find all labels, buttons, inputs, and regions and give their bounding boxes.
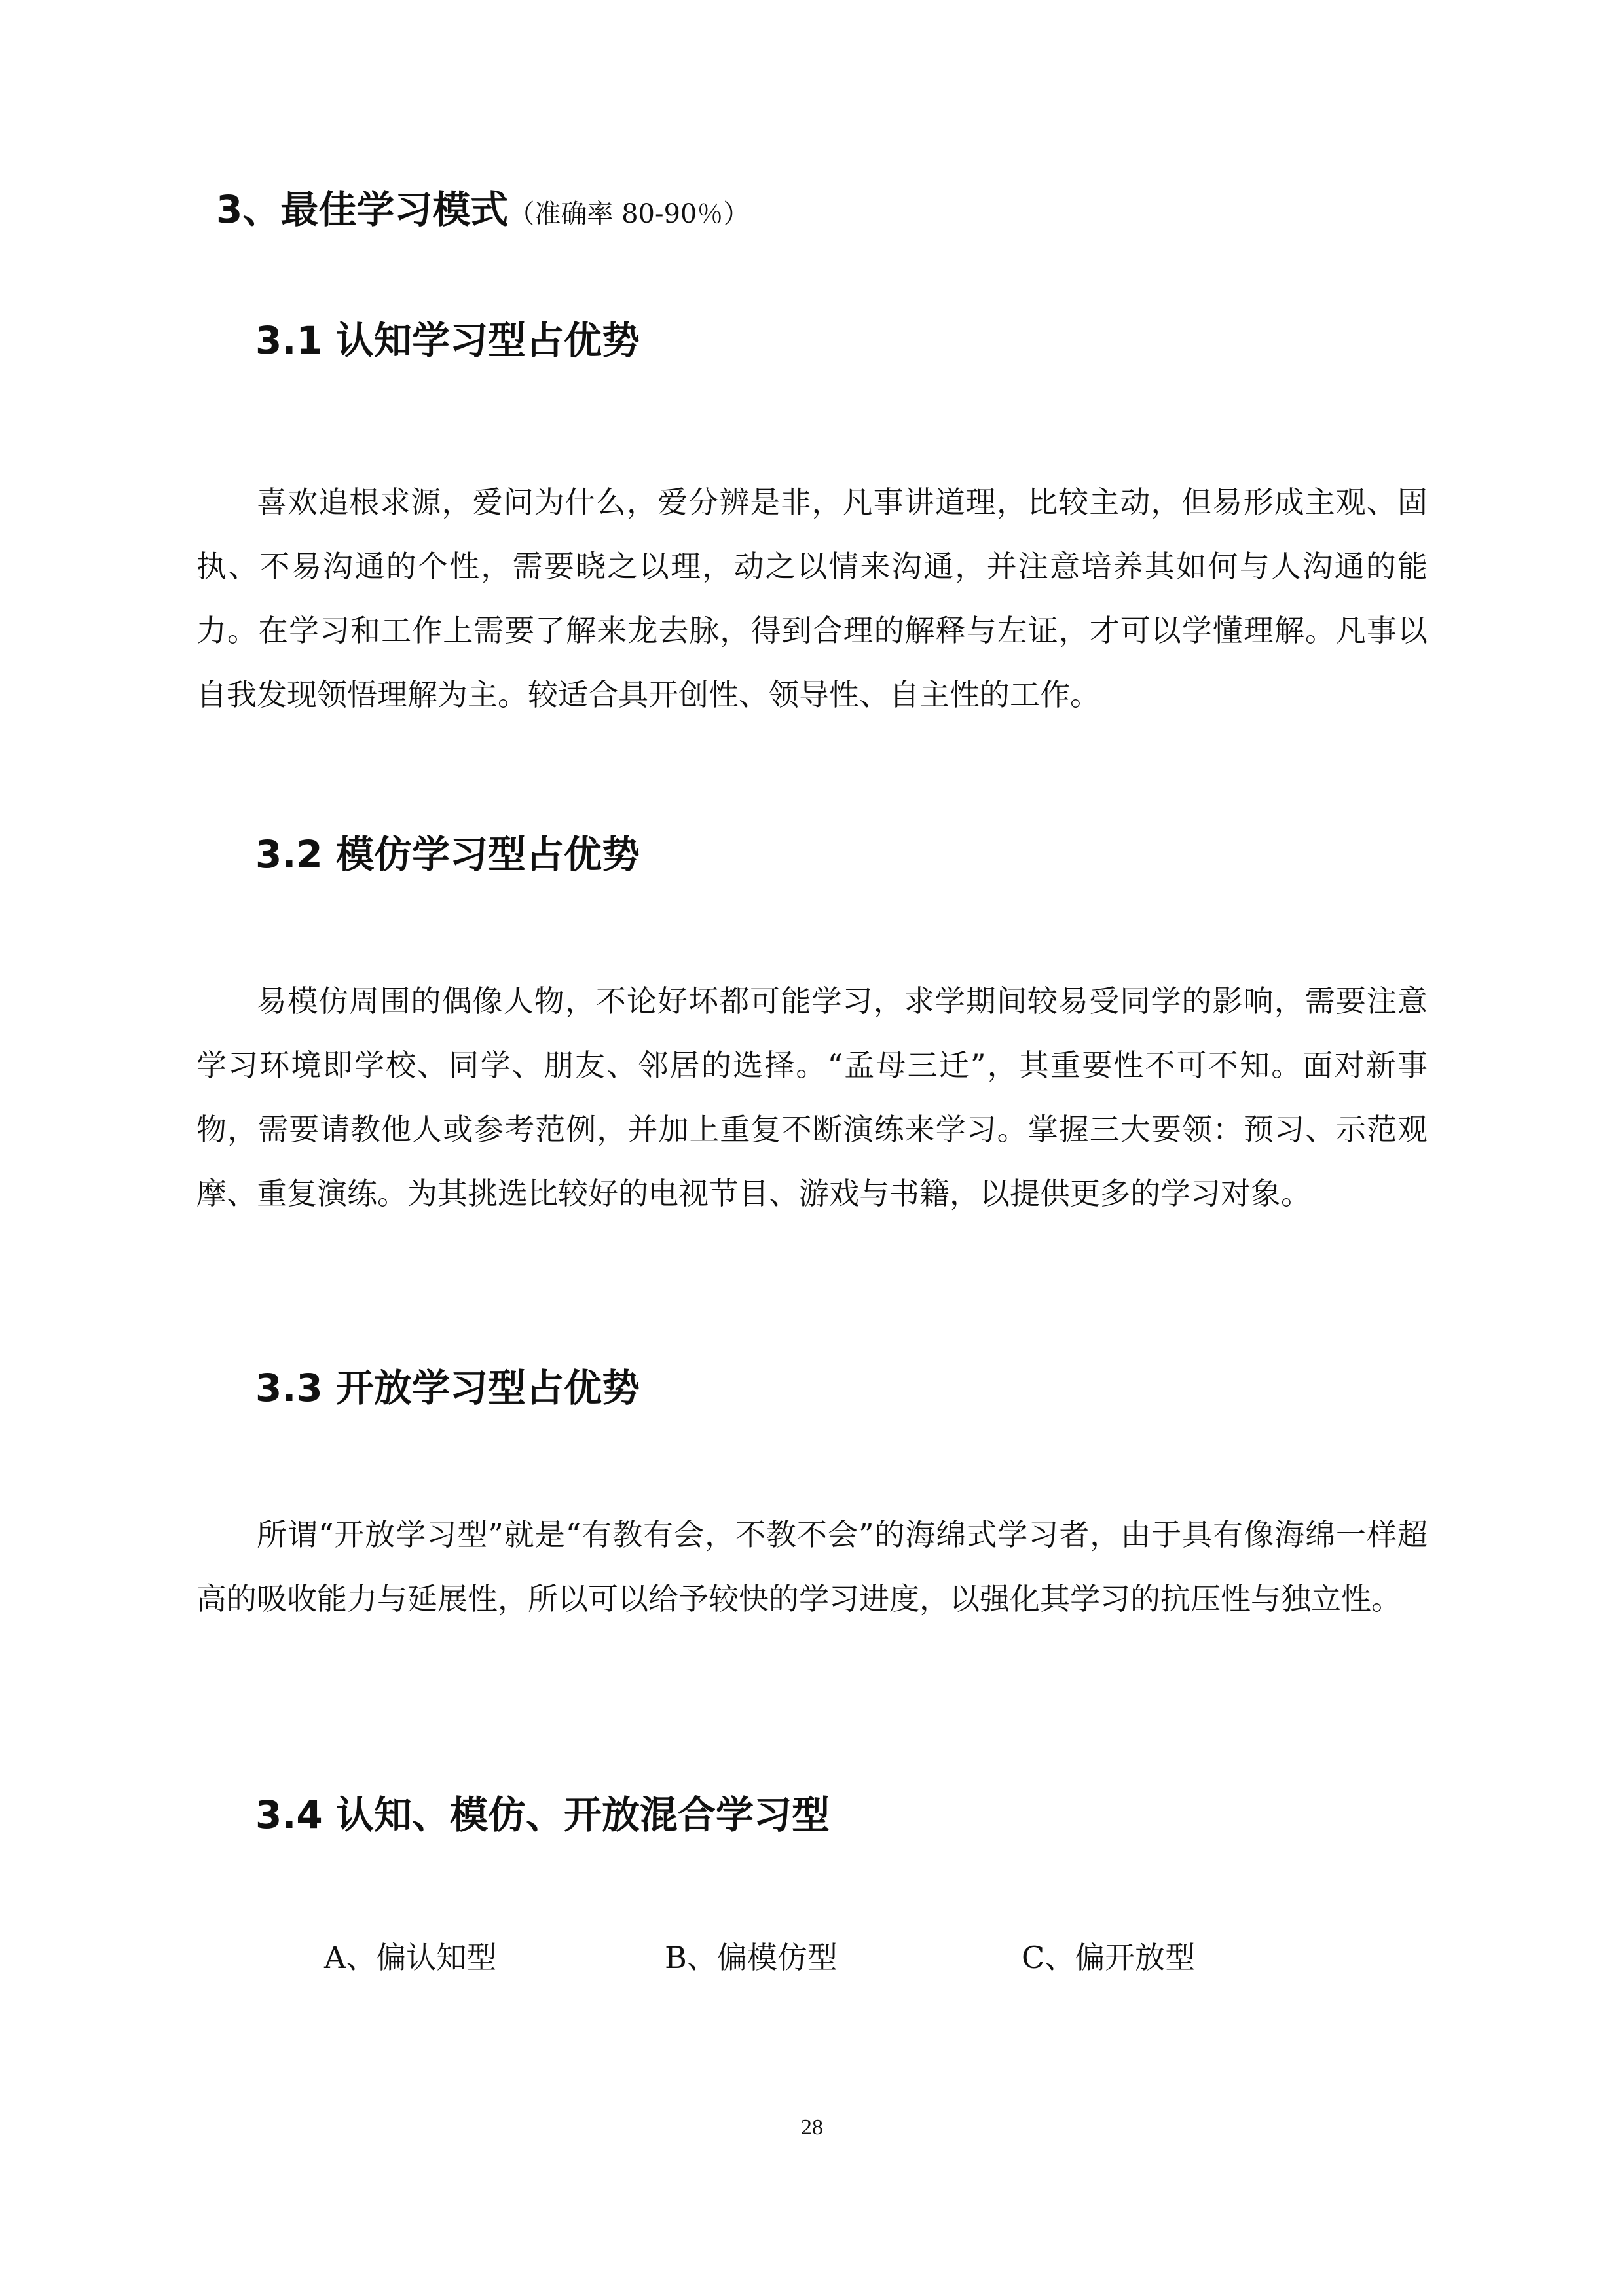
section-title-3-4: 3.4 认知、模仿、开放混合学习型 bbox=[255, 1793, 830, 1837]
section-title-3-1: 3.1 认知学习型占优势 bbox=[255, 318, 640, 363]
option-c: C、偏开放型 bbox=[1022, 1940, 1196, 1975]
option-b: B、偏模仿型 bbox=[665, 1940, 838, 1975]
main-heading bbox=[216, 177, 749, 247]
option-a: A、偏认知型 bbox=[324, 1940, 497, 1975]
section-title-3-2: 3.2 模仿学习型占优势 bbox=[255, 832, 640, 877]
type-options bbox=[324, 1925, 1503, 1990]
section-paragraph-3-1: 喜欢追根求源，爱问为什么，爱分辨是非，凡事讲道理，比较主动，但易形成主观、固执、不易沟通的个性，需要晓之以理，动之以情来沟通，并注意培养其如何与人沟通的能力。在学习和工作上需要了解来龙去脉，得到合理的解释与左证，才可以学懂理解。凡事以自我发现领悟理解为主。较适合具开创性、领导性、自主性的工作。 bbox=[196, 484, 1428, 712]
section-paragraph-3-2: 易模仿周围的偶像人物，不论好坏都可能学习，求学期间较易受同学的影响，需要注意学习环境即学校、同学、朋友、邻居的选择。“孟母三迁”，其重要性不可不知。面对新事物，需要请教他人或参考范例，并加上重复不断演练来学习。掌握三大要领：预习、示范观摩、重复演练。为其挑选比较好的电视节目、游戏与书籍，以提供更多的学习对象。 bbox=[196, 983, 1428, 1211]
page-number: 28 bbox=[801, 2115, 823, 2140]
section-paragraph-3-3: 所谓“开放学习型”就是“有教有会，不教不会”的海绵式学习者，由于具有像海绵一样超高的吸收能力与延展性，所以可以给予较快的学习进度，以强化其学习的抗压性与独立性。 bbox=[196, 1517, 1428, 1616]
section-title-3-3: 3.3 开放学习型占优势 bbox=[255, 1366, 640, 1410]
main-heading-text: 3、最佳学习模式 bbox=[216, 187, 509, 232]
accuracy-note: （准确率 80-90％） bbox=[508, 199, 750, 229]
